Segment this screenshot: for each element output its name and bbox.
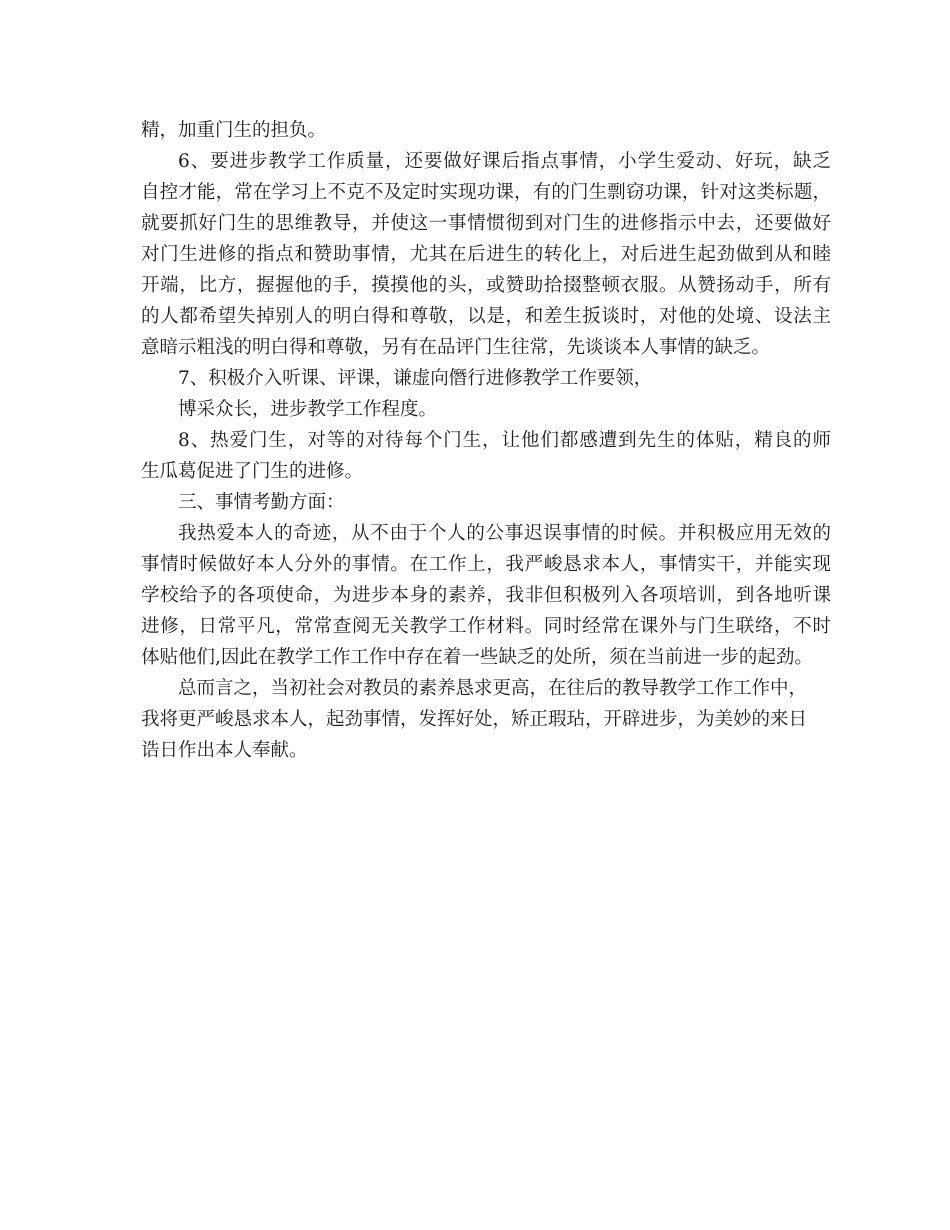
paragraph-line: 的人都希望失掉别人的明白得和尊敬，以是，和差生扳谈时，对他的处境、设法主 <box>141 306 831 327</box>
paragraph-line: 7、积极介入听课、评课，谦虚向僭行进修教学工作要领， <box>178 368 653 389</box>
paragraph-line: 总而言之，当初社会对教员的素养恳求更高，在往后的教导教学工作工作中， <box>178 678 808 699</box>
paragraph-line: 博采众长，进步教学工作程度。 <box>178 399 438 420</box>
paragraph-line: 我将更严峻恳求本人，起劲事情，发挥好处，矫正瑕玷，开辟进步，为美妙的来日 <box>141 709 808 730</box>
paragraph-line: 精，加重门生的担负。 <box>141 120 327 141</box>
paragraph-line: 生瓜葛促进了门生的进修。 <box>141 461 364 482</box>
paragraph-line: 诰日作出本人奉献。 <box>141 740 308 761</box>
paragraph-line: 意暗示粗浅的明白得和尊敬，另有在品评门生往常，先谈谈本人事情的缺乏。 <box>141 337 771 358</box>
paragraph-line: 对门生进修的指点和赞助事情，尤其在后进生的转化上，对后进生起劲做到从和睦 <box>141 244 831 265</box>
paragraph-line: 事情时候做好本人分外的事情。在工作上，我严峻恳求本人，事情实干，并能实现 <box>141 554 831 575</box>
paragraph-line: 进修，日常平凡，常常查阅无关教学工作材料。同时经常在课外与门生联络，不时 <box>141 616 831 637</box>
document-body <box>141 115 831 766</box>
paragraph-line: 就要抓好门生的思维教导，并使这一事情惯彻到对门生的进修指示中去，还要做好 <box>141 213 831 234</box>
paragraph-line: 8、热爱门生，对等的对待每个门生，让他们都感遭到先生的体贴，精良的师 <box>178 430 831 451</box>
paragraph-line: 体贴他们,因此在教学工作工作中存在着一些缺乏的处所，须在当前进一步的起劲。 <box>141 647 813 668</box>
paragraph-line: 开端，比方，握握他的手，摸摸他的头，或赞助拾掇整顿衣服。从赞扬动手，所有 <box>141 275 831 296</box>
paragraph-line: 我热爱本人的奇迹，从不由于个人的公事迟误事情的时候。并积极应用无效的 <box>178 523 831 544</box>
paragraph-line: 自控才能，常在学习上不克不及定时实现功课，有的门生剽窃功课，针对这类标题， <box>141 182 831 203</box>
paragraph-line: 学校给予的各项使命，为进步本身的素养，我非但积极列入各项培训，到各地听课 <box>141 585 831 606</box>
paragraph-line: 三、事情考勤方面： <box>178 492 345 513</box>
paragraph-line: 6、要进步教学工作质量，还要做好课后指点事情，小学生爱动、好玩，缺乏 <box>178 151 831 172</box>
